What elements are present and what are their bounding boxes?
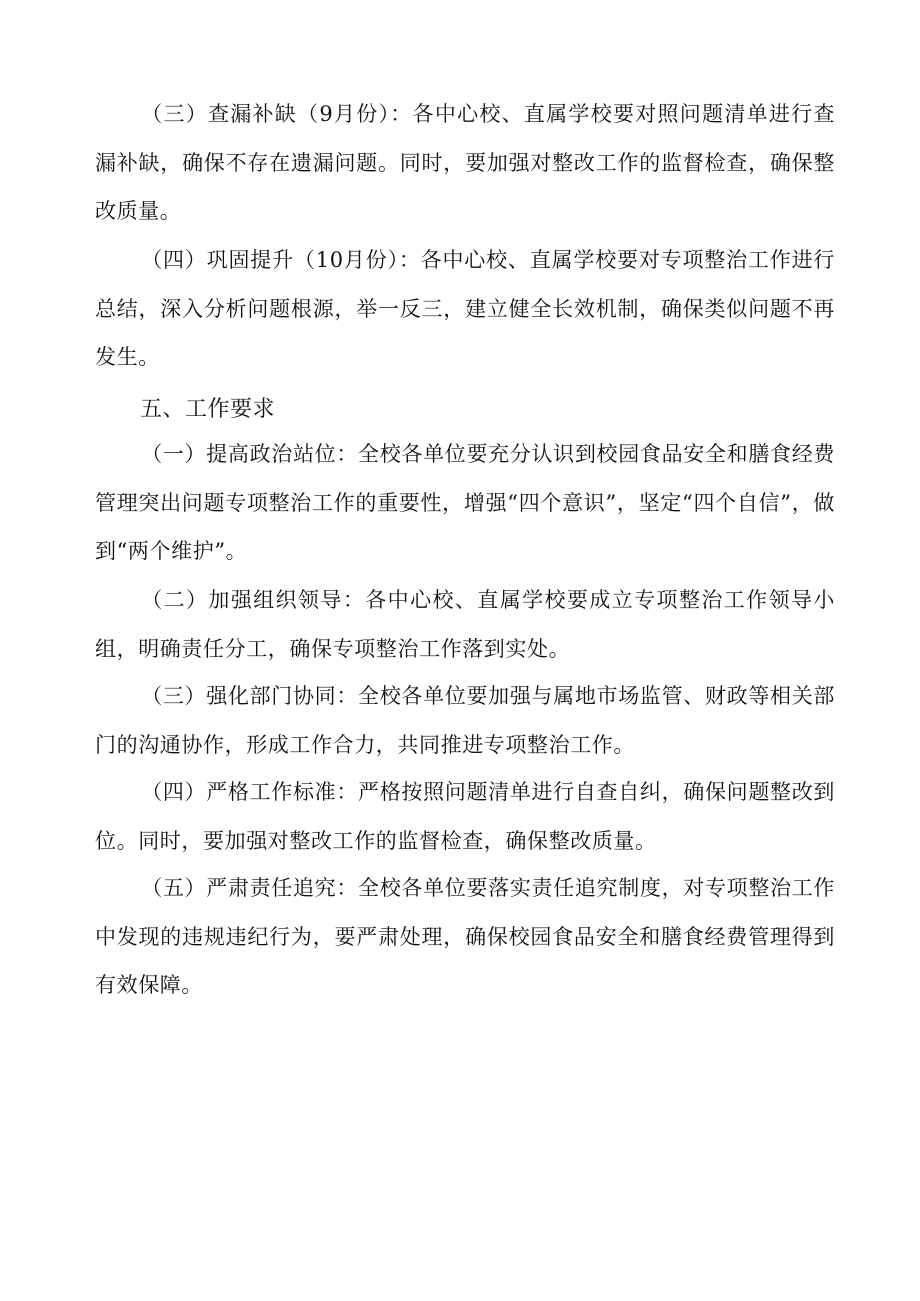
paragraph-department-coordination: （三）强化部门协同：全校各单位要加强与属地市场监管、财政等相关部门的沟通协作，形成工作合力，共同推进专项整治工作。 (95, 684, 835, 757)
paragraph-organization-leadership: （二）加强组织领导：各中心校、直属学校要成立专项整治工作领导小组，明确责任分工，确保专项整治工作落到实处。 (95, 588, 835, 661)
section-heading-work-requirements: 五、工作要求 (140, 397, 276, 422)
paragraph-consolidate: （四）巩固提升（10月份）：各中心校、直属学校要对专项整治工作进行总结，深入分析问题根源，举一反三，建立健全长效机制，确保类似问题不再发生。 (95, 248, 835, 369)
paragraph-work-standards: （四）严格工作标准：严格按照问题清单进行自查自纠，确保问题整改到位。同时，要加强对整改工作的监督检查，确保整改质量。 (95, 780, 835, 853)
paragraph-accountability: （五）严肃责任追究：全校各单位要落实责任追究制度，对专项整治工作中发现的违规违纪行为，要严肃处理，确保校园食品安全和膳食经费管理得到有效保障。 (95, 876, 835, 997)
paragraph-check-gaps: （三）查漏补缺（9月份）：各中心校、直属学校要对照问题清单进行查漏补缺，确保不存在遗漏问题。同时，要加强对整改工作的监督检查，确保整改质量。 (95, 102, 835, 223)
paragraph-political-stance: （一）提高政治站位：全校各单位要充分认识到校园食品安全和膳食经费管理突出问题专项整治工作的重要性，增强“四个意识”，坚定“四个自信”，做到“两个维护”。 (95, 442, 835, 563)
